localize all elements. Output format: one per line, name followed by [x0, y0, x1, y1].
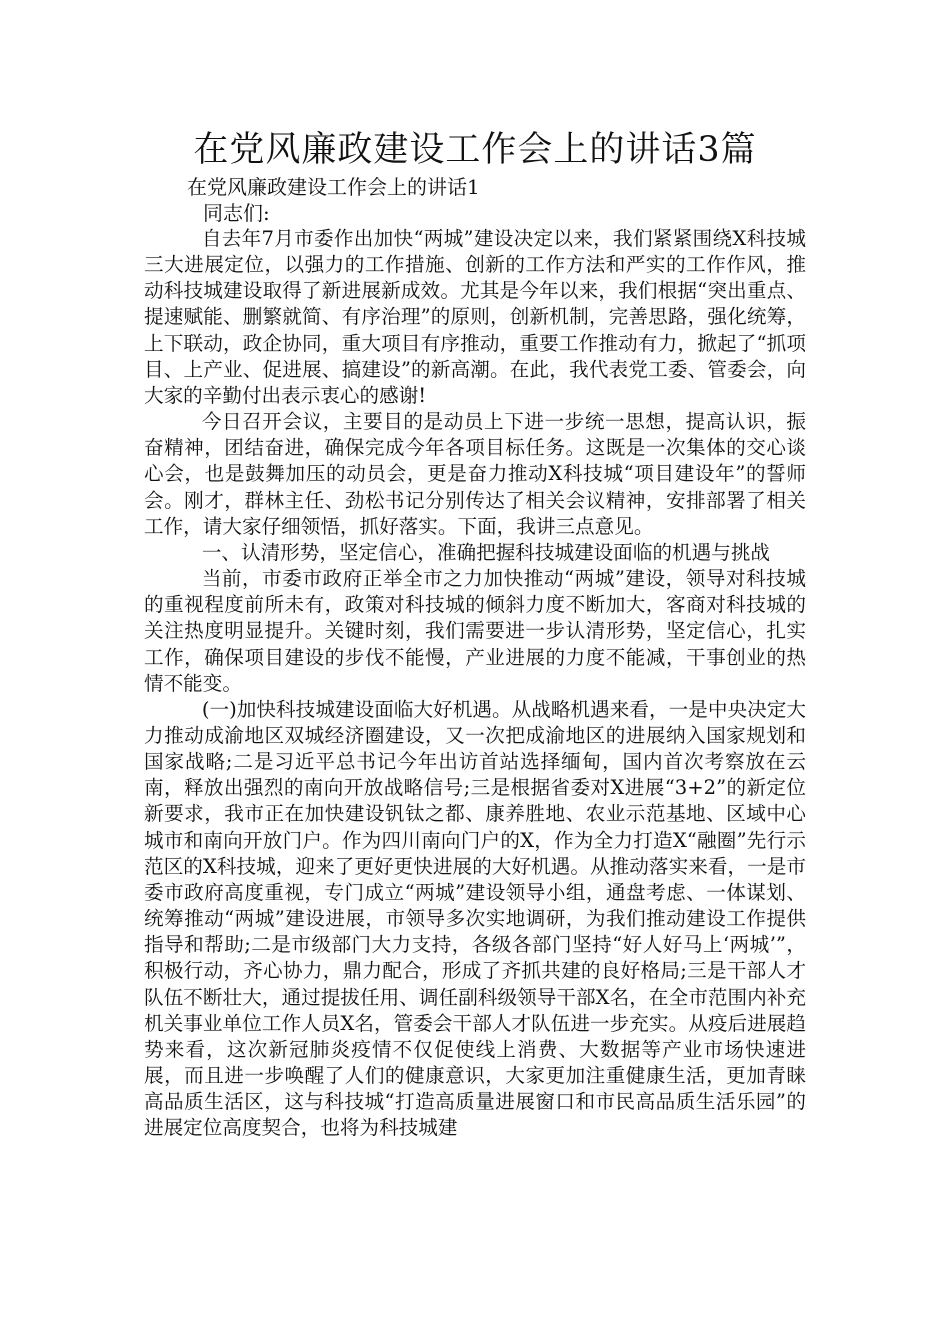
greeting: 同志们:: [203, 201, 270, 225]
document-title: 在党风廉政建设工作会上的讲话3篇: [193, 130, 757, 170]
document-subtitle: 在党风廉政建设工作会上的讲话1: [187, 175, 480, 199]
section-heading: 一、认清形势，坚定信心，准确把握科技城建设面临的机遇与挑战: [201, 540, 771, 564]
paragraph: 自去年7月市委作出加快“两城”建设决定以来，我们紧紧围绕X科技城三大进展定位，以强力的工作措施、创新的工作方法和严实的工作作风，推动科技城建设取得了新进展新成效。尤其是今年以来，我们根据“突出重点、提速赋能、删繁就简、有序治理”的原则，创新机制，完善思路，强化统筹，上下联动，政企协同，重大项目有序推动，重要工作推动有力，掀起了“抓项目、上产业、促进展、搞建设”的新高潮。在此，我代表党工委、管委会，向大家的辛勤付出表示衷心的感谢!: [144, 227, 806, 407]
paragraph: 当前，市委市政府正举全市之力加快推动“两城”建设，领导对科技城的重视程度前所未有，政策对科技城的倾斜力度不断加大，客商对科技城的关注热度明显提升。关键时刻，我们需要进一步认清形势，坚定信心，扎实工作，确保项目建设的步伐不能慢，产业进展的力度不能减，干事创业的热情不能变。: [144, 567, 806, 695]
paragraph: 今日召开会议，主要目的是动员上下进一步统一思想，提高认识，振奋精神，团结奋进，确保完成今年各项目标任务。这既是一次集体的交心谈心会，也是鼓舞加压的动员会，更是奋力推动X科技城“项目建设年”的誓师会。刚才，群林主任、劲松书记分别传达了相关会议精神，安排部署了相关工作，请大家仔细领悟，抓好落实。下面，我讲三点意见。: [144, 410, 806, 538]
paragraph: (一)加快科技城建设面临大好机遇。从战略机遇来看，一是中央决定大力推动成渝地区双城经济圈建设，又一次把成渝地区的进展纳入国家规划和国家战略;二是习近平总书记今年出访首站选择缅甸，国内首次考察放在云南，释放出强烈的南向开放战略信号;三是根据省委对X进展“3+2”的新定位新要求，我市正在加快建设钒钛之都、康养胜地、农业示范基地、区域中心城市和南向开放门户。作为四川南向门户的X，作为全力打造X“融圈”先行示范区的X科技城，迎来了更好更快进展的大好机遇。从推动落实来看，一是市委市政府高度重视，专门成立“两城”建设领导小组，通盘考虑、一体谋划、统筹推动“两城”建设进展，市领导多次实地调研，为我们推动建设工作提供指导和帮助;二是市级部门大力支持，各级各部门坚持“好人好马上‘两城’”，积极行动，齐心协力，鼎力配合，形成了齐抓共建的良好格局;三是干部人才队伍不断壮大，通过提拔任用、调任副科级领导干部X名，在全市范围内补充机关事业单位工作人员X名，管委会干部人才队伍进一步充实。从疫后进展趋势来看，这次新冠肺炎疫情不仅促使线上消费、大数据等产业市场快速进展，而且进一步唤醒了人们的健康意识，大家更加注重健康生活，更加青睐高品质生活区，这与科技城“打造高质量进展窗口和市民高品质生活乐园”的进展定位高度契合，也将为科技城建: [144, 697, 806, 1140]
document-body: [144, 226, 806, 1141]
